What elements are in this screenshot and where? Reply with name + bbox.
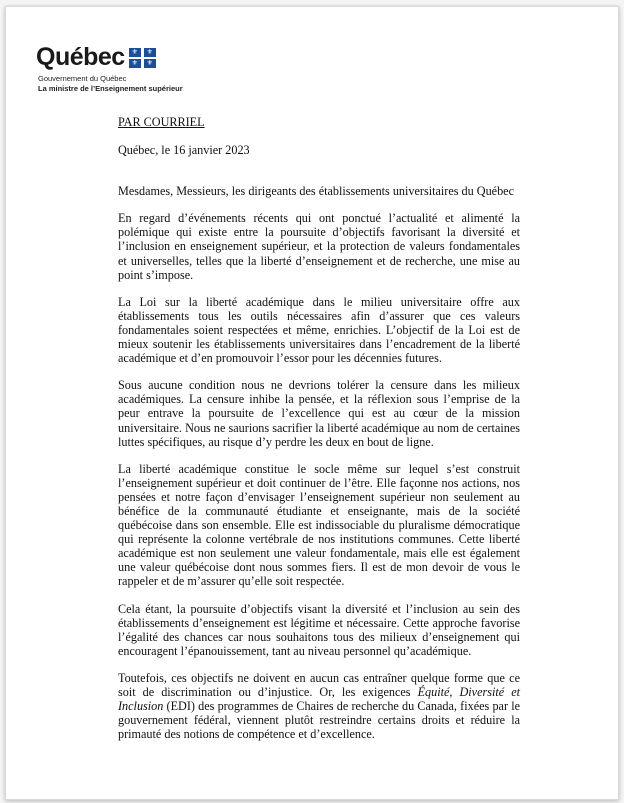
letterhead <box>36 43 183 94</box>
addressee: Mesdames, Messieurs, les dirigeants des établissements universitaires du Québec <box>118 184 514 199</box>
government-line: Gouvernement du Québec <box>38 74 127 83</box>
paragraph-1: En regard d’événements récents qui ont ponctué l’actualité et alimenté la polémique qui existe entre la poursuite d’objectifs favorisant la diversité et l’inclusion en enseignement supérieur, et la protection de valeurs fondamentales et universelles, telles que la liberté d’enseignement et de recherche, une mise au point s’impose. <box>118 211 520 282</box>
government-caption <box>38 74 183 94</box>
edi-term: Équité, Diversité et Inclusion <box>118 685 520 714</box>
paragraph-5: Cela étant, la poursuite d’objectifs visant la diversité et l’inclusion au sein des établissements d’enseignement est légitime et nécessaire. Cette approche favorise l’égalité des chances car nous souhaitons tous des milieux d’enseignement qui encouragent l’épanouissement, tant au niveau personnel qu’académique. <box>118 601 520 658</box>
paragraph-2: La Loi sur la liberté académique dans le milieu universitaire offre aux établissements tous les outils nécessaires afin d’assurer que ces valeurs fondamentales soient respectées et même, enrichies. L’objectif de la Loi est de mieux soutenir les établissements universitaires dans l’encadrement de la liberté académique et d’en promouvoir l’essor pour les décennies futures. <box>118 294 520 366</box>
quebec-logo <box>36 43 183 71</box>
paragraph-6-start: Toutefois, ces objectifs ne doivent en aucun cas entraîner quelque forme que ce soit de discrimination ou d’injustice. Or, les exigences <box>118 670 520 699</box>
letter-page <box>5 6 619 800</box>
paragraph-3: Sous aucune condition nous ne devrions tolérer la censure dans les milieux académiques. La censure inhibe la pensée, et la réflexion sous l’emprise de la peur entrave la poursuite de l’excellence qui est au cœur de la mission universitaire. Nous ne saurions sacrifier la liberté académique au nom de certaines luttes spécifiques, au risque d’y perdre les deux en bout de ligne. <box>118 378 520 449</box>
quebec-flag-icon: ⚜ ⚜ ⚜ ⚜ <box>129 48 156 68</box>
delivery-notice: PAR COURRIEL <box>118 115 205 129</box>
paragraph-6 <box>118 671 520 741</box>
brand-wordmark: Québec <box>36 43 125 71</box>
letter-date: Québec, le 16 janvier 2023 <box>118 143 250 158</box>
letter-body <box>118 115 520 754</box>
paragraph-6-end: (EDI) des programmes de Chaires de recherche du Canada, fixées par le gouvernement fédéral, viennent plutôt restreindre certains droits et réduire la primauté des notions de compétence et d’excellence. <box>118 699 520 742</box>
minister-line: La ministre de l’Enseignement supérieur <box>38 84 183 93</box>
paragraph-4: La liberté académique constitue le socle même sur lequel s’est construit l’enseignement supérieur et doit continuer de l’être. Elle façonne nos actions, nos pensées et notre façon d’envisager l’enseignement supérieur non seulement au bénéfice de la communauté étudiante et enseignante, mais de la société québécoise dans son ensemble. Elle est indissociable du pluralisme démocratique qui représente la colonne vertébrale de nos institutions communes. Cette liberté académique est non seulement une valeur fondamentale, mais elle est également une valeur québécoise dont nous sommes fiers. Il est de mon devoir de vous le rappeler et de m’assurer qu’elle soit respectée. <box>118 461 520 589</box>
